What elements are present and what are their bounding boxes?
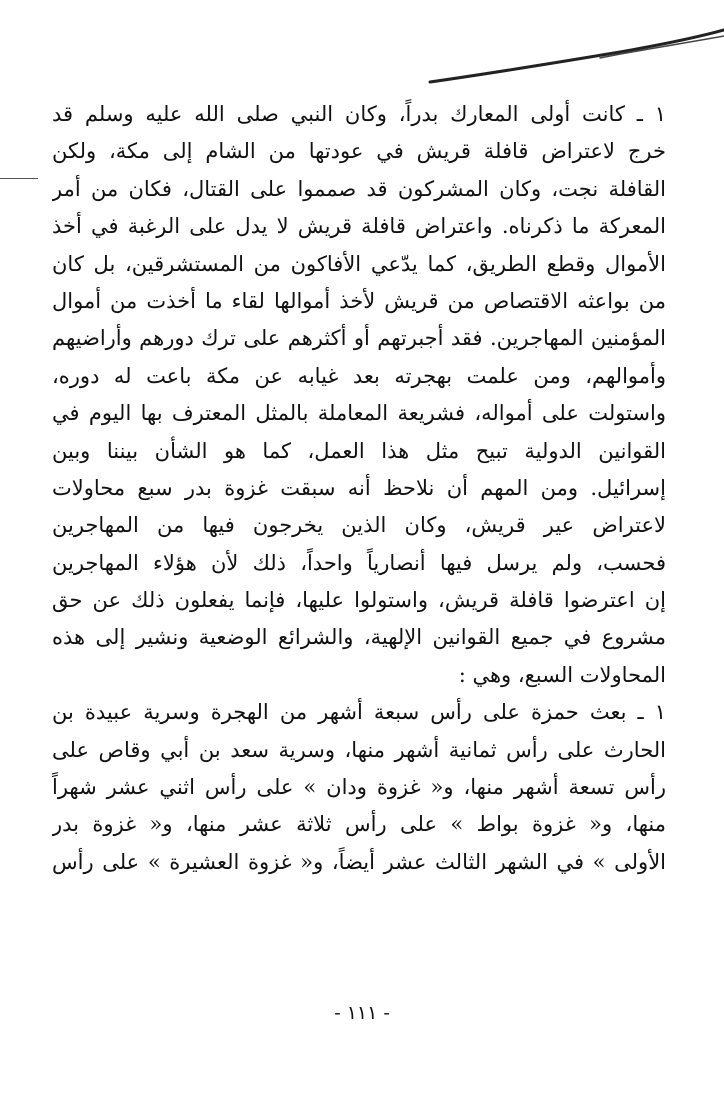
text-line: رأس تسعة أشهر منها، و« غزوة ودان » على رأس اثني عشر شهراً	[52, 775, 666, 800]
text-line: ١ ـ بعث حمزة على رأس سبعة أشهر من الهجرة وسرية عبيدة بن	[52, 700, 666, 725]
text-line: الحارث على رأس ثمانية أشهر منها، وسرية سعد بن أبي وقاص على	[52, 737, 666, 762]
text-line: واستولت على أمواله، فشريعة المعاملة بالمثل المعترف بها اليوم في	[52, 401, 666, 426]
text-line: منها، و« غزوة بواط » على رأس ثلاثة عشر منها، و« غزوة بدر	[52, 812, 666, 837]
text-line: مشروع في جميع القوانين الإلهية، والشرائع الوضعية ونشير إلى هذه	[52, 625, 666, 650]
text-line: القافلة نجت، وكان المشركون قد صمموا على القتال، فكان من أمر	[52, 176, 666, 201]
page-number: - ١١١ -	[334, 1002, 390, 1024]
text-line: الأولى » في الشهر الثالث عشر أيضاً، و« غزوة العشيرة » على رأس	[52, 849, 666, 874]
text-line: إسرائيل. ومن المهم أن نلاحظ أنه سبقت غزوة بدر سبع محاولات	[52, 475, 666, 500]
text-line: الأموال وقطع الطريق، كما يدّعي الأفاكون من المستشرقين، بل كان	[52, 251, 666, 276]
text-line: المعركة ما ذكرناه. واعتراض قافلة قريش لا يدل على الرغبة في أخذ	[52, 214, 666, 239]
text-line: المحاولات السبع، وهي :	[458, 662, 666, 687]
text-line: إن اعترضوا قافلة قريش، واستولوا عليها، فإنما يفعلون ذلك عن حق	[52, 588, 666, 613]
text-line: القوانين الدولية تبيح مثل هذا العمل، كما هو الشأن بيننا وبين	[52, 438, 666, 463]
text-line: ١ ـ كانت أولى المعارك بدراً، وكان النبي صلى الله عليه وسلم قد	[52, 102, 666, 126]
text-line: فحسب، ولم يرسل فيها أنصارياً واحداً، ذلك لأن هؤلاء المهاجرين	[52, 550, 666, 575]
text-line: لاعتراض عير قريش، وكان الذين يخرجون فيها من المهاجرين	[52, 513, 666, 538]
text-line: خرج لاعتراض قافلة قريش في عودتها من الشام إلى مكة، ولكن	[52, 139, 666, 164]
text-line: وأموالهم، ومن علمت بهجرته بعد غيابه عن مكة باعت له دوره،	[52, 363, 666, 388]
margin-mark	[0, 178, 38, 179]
text-line: من بواعثه الاقتصاص من قريش لأخذ أموالها لقاء ما أخذت من أموال	[52, 288, 666, 313]
text-line: المؤمنين المهاجرين. فقد أجبرتهم أو أكثرهم على ترك دورهم وأراضيهم	[52, 326, 666, 351]
body-text	[52, 96, 666, 881]
